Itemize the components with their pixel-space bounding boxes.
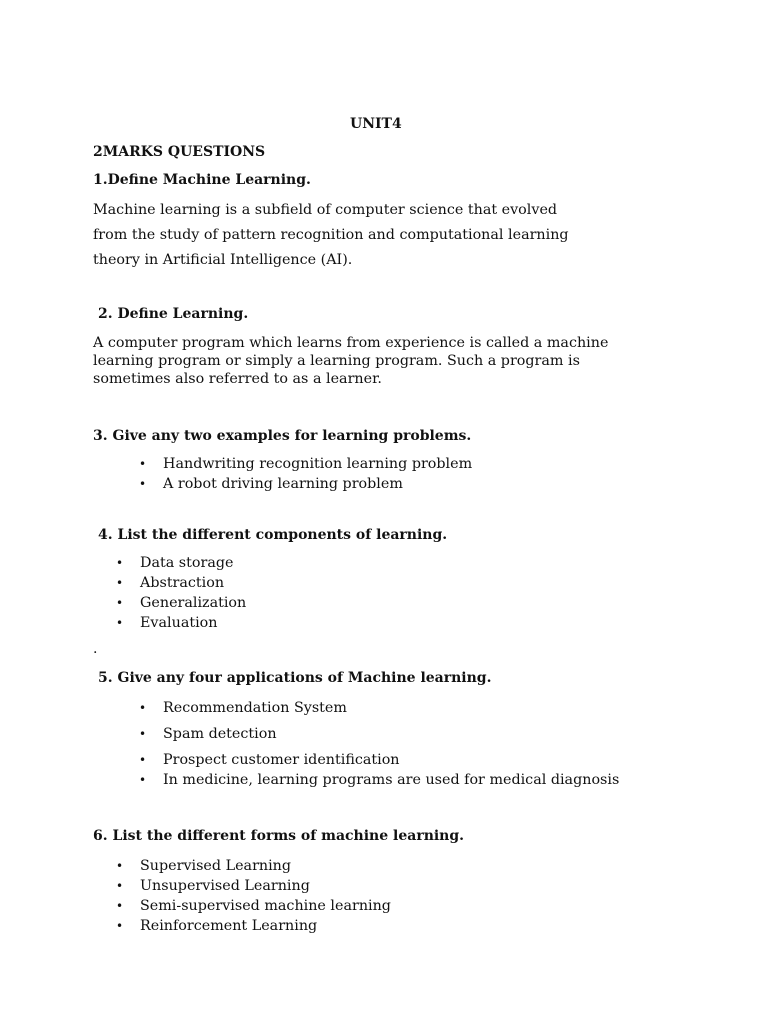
question-4-list (116, 553, 246, 633)
answer-line: theory in Artificial Intelligence (AI). (93, 252, 353, 268)
list-item: • Data storage (116, 553, 246, 573)
question-5-heading: 5. Give any four applications of Machine learning. (98, 670, 492, 686)
list-item: • Unsupervised Learning (116, 876, 391, 896)
question-2-heading: 2. Define Learning. (98, 306, 249, 322)
answer-line: A computer program which learns from experience is called a machine (93, 335, 609, 351)
list-item: • Evaluation (116, 613, 246, 633)
answer-line: from the study of pattern recognition and computational learning (93, 227, 569, 243)
answer-line: learning program or simply a learning program. Such a program is (93, 353, 580, 369)
list-item: • Abstraction (116, 573, 246, 593)
list-item: • Semi-supervised machine learning (116, 896, 391, 916)
list-item: • Prospect customer identification (139, 750, 619, 770)
list-item: • Spam detection (139, 724, 619, 744)
question-4-heading: 4. List the different components of learning. (98, 527, 448, 543)
question-6-heading: 6. List the different forms of machine learning. (93, 828, 465, 844)
answer-line: sometimes also referred to as a learner. (93, 371, 382, 387)
answer-line: Machine learning is a subfield of computer science that evolved (93, 202, 558, 218)
section-subtitle: 2MARKS QUESTIONS (93, 144, 266, 160)
list-item: • In medicine, learning programs are used for medical diagnosis (139, 770, 619, 790)
question-6-list (116, 856, 391, 936)
list-item: • A robot driving learning problem (139, 474, 472, 494)
question-3-list (139, 454, 472, 494)
list-item: • Recommendation System (139, 698, 619, 718)
list-item: • Handwriting recognition learning problem (139, 454, 472, 474)
question-1-answer (93, 198, 569, 273)
list-item: • Reinforcement Learning (116, 916, 391, 936)
list-item: • Generalization (116, 593, 246, 613)
question-1-heading: 1.Define Machine Learning. (93, 172, 311, 188)
question-5-list (139, 698, 619, 790)
list-item: • Supervised Learning (116, 856, 391, 876)
question-3-heading: 3. Give any two examples for learning problems. (93, 428, 472, 444)
stray-period: . (93, 641, 98, 657)
document-title: UNIT4 (350, 116, 402, 132)
question-2-answer (93, 334, 608, 388)
